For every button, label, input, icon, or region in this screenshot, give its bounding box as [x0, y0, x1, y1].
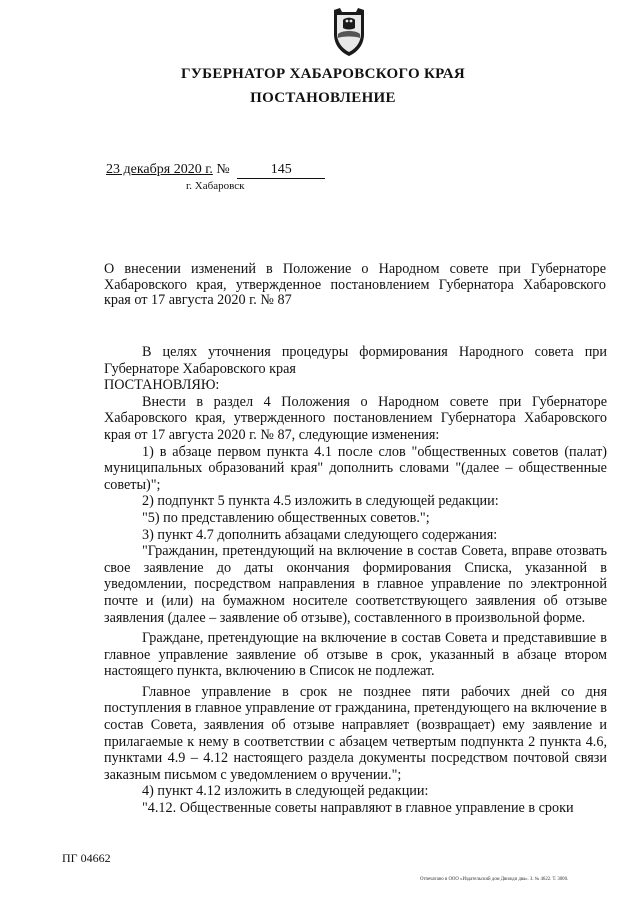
document-number: 145: [237, 162, 325, 179]
footer-code: ПГ 04662: [62, 851, 111, 865]
coat-of-arms-icon: [328, 8, 370, 58]
printer-imprint: Отпечатано в ООО «Издательский дом Движди два». З. № 4622. Т. 3000.: [420, 877, 569, 882]
number-sign: №: [216, 162, 230, 177]
document-type: ПОСТАНОВЛЕНИЕ: [250, 90, 396, 106]
body-paragraph: 3) пункт 4.7 дополнить абзацами следующего содержания:: [142, 526, 498, 543]
body-paragraph: Внести в раздел 4 Положения о Народном совете при Губернаторе Хабаровского края, утвержденного постановлением Губернатора Хабаровского края от 17 августа 2020 г. № 87, следующие изменения:: [104, 393, 607, 443]
document-date: 23 декабря 2020 г.: [106, 162, 213, 177]
preamble: В целях уточнения процедуры формирования Народного совета при Губернаторе Хабаровского края: [104, 344, 607, 377]
body-paragraph: Главное управление в срок не позднее пяти рабочих дней со дня поступления в главное управление от гражданина, претендующего на включение в состав Совета, заявления об отзыве направляет (возвращает) ему заявление и прилагаемые к нему в соответствии с абзацем четвертым подпункта 2 пункта 4.6, пунктами 4.9 – 4.12 настоящего раздела документы посредством почтовой связи заказным письмом с уведомлением о вручении.";: [104, 683, 607, 783]
resolve-word: ПОСТАНОВЛЯЮ:: [104, 377, 220, 394]
body-paragraph: "5) по представлению общественных советов.";: [142, 509, 430, 526]
body-paragraph: 4) пункт 4.12 изложить в следующей редакции:: [142, 783, 429, 800]
body-paragraph: "4.12. Общественные советы направляют в главное управление в сроки: [142, 800, 574, 817]
body-paragraph: 2) подпункт 5 пункта 4.5 изложить в следующей редакции:: [142, 493, 499, 510]
body-paragraph: "Гражданин, претендующий на включение в состав Совета, вправе отозвать свое заявление до даты окончания формирования Списка, указанной в уведомлении, посредством направления в главное управление по электронной почте и (или) на бумажном носителе соответствующего заявления об отзыве заявления (далее – заявление об отзыве), составленного в произвольной форме.: [104, 543, 607, 626]
body-paragraph: 1) в абзаце первом пункта 4.1 после слов "общественных советов (палат) муниципальных образований края" дополнить словами "(далее – общественные советы)";: [104, 443, 607, 493]
issuer-title: ГУБЕРНАТОР ХАБАРОВСКОГО КРАЯ: [181, 66, 465, 82]
date-number-line: [106, 162, 325, 179]
document-subject: О внесении изменений в Положение о Народном совете при Губернаторе Хабаровского края, утвержденное постановлением Губернатора Хабаровского края от 17 августа 2020 г. № 87: [104, 261, 606, 308]
body-paragraph: Граждане, претендующие на включение в состав Совета и представившие в главное управление заявление об отзыве в срок, указанный в абзаце втором настоящего пункта, включению в Список не подлежат.: [104, 630, 607, 680]
issue-place: г. Хабаровск: [186, 180, 245, 192]
document-body: [104, 344, 607, 817]
